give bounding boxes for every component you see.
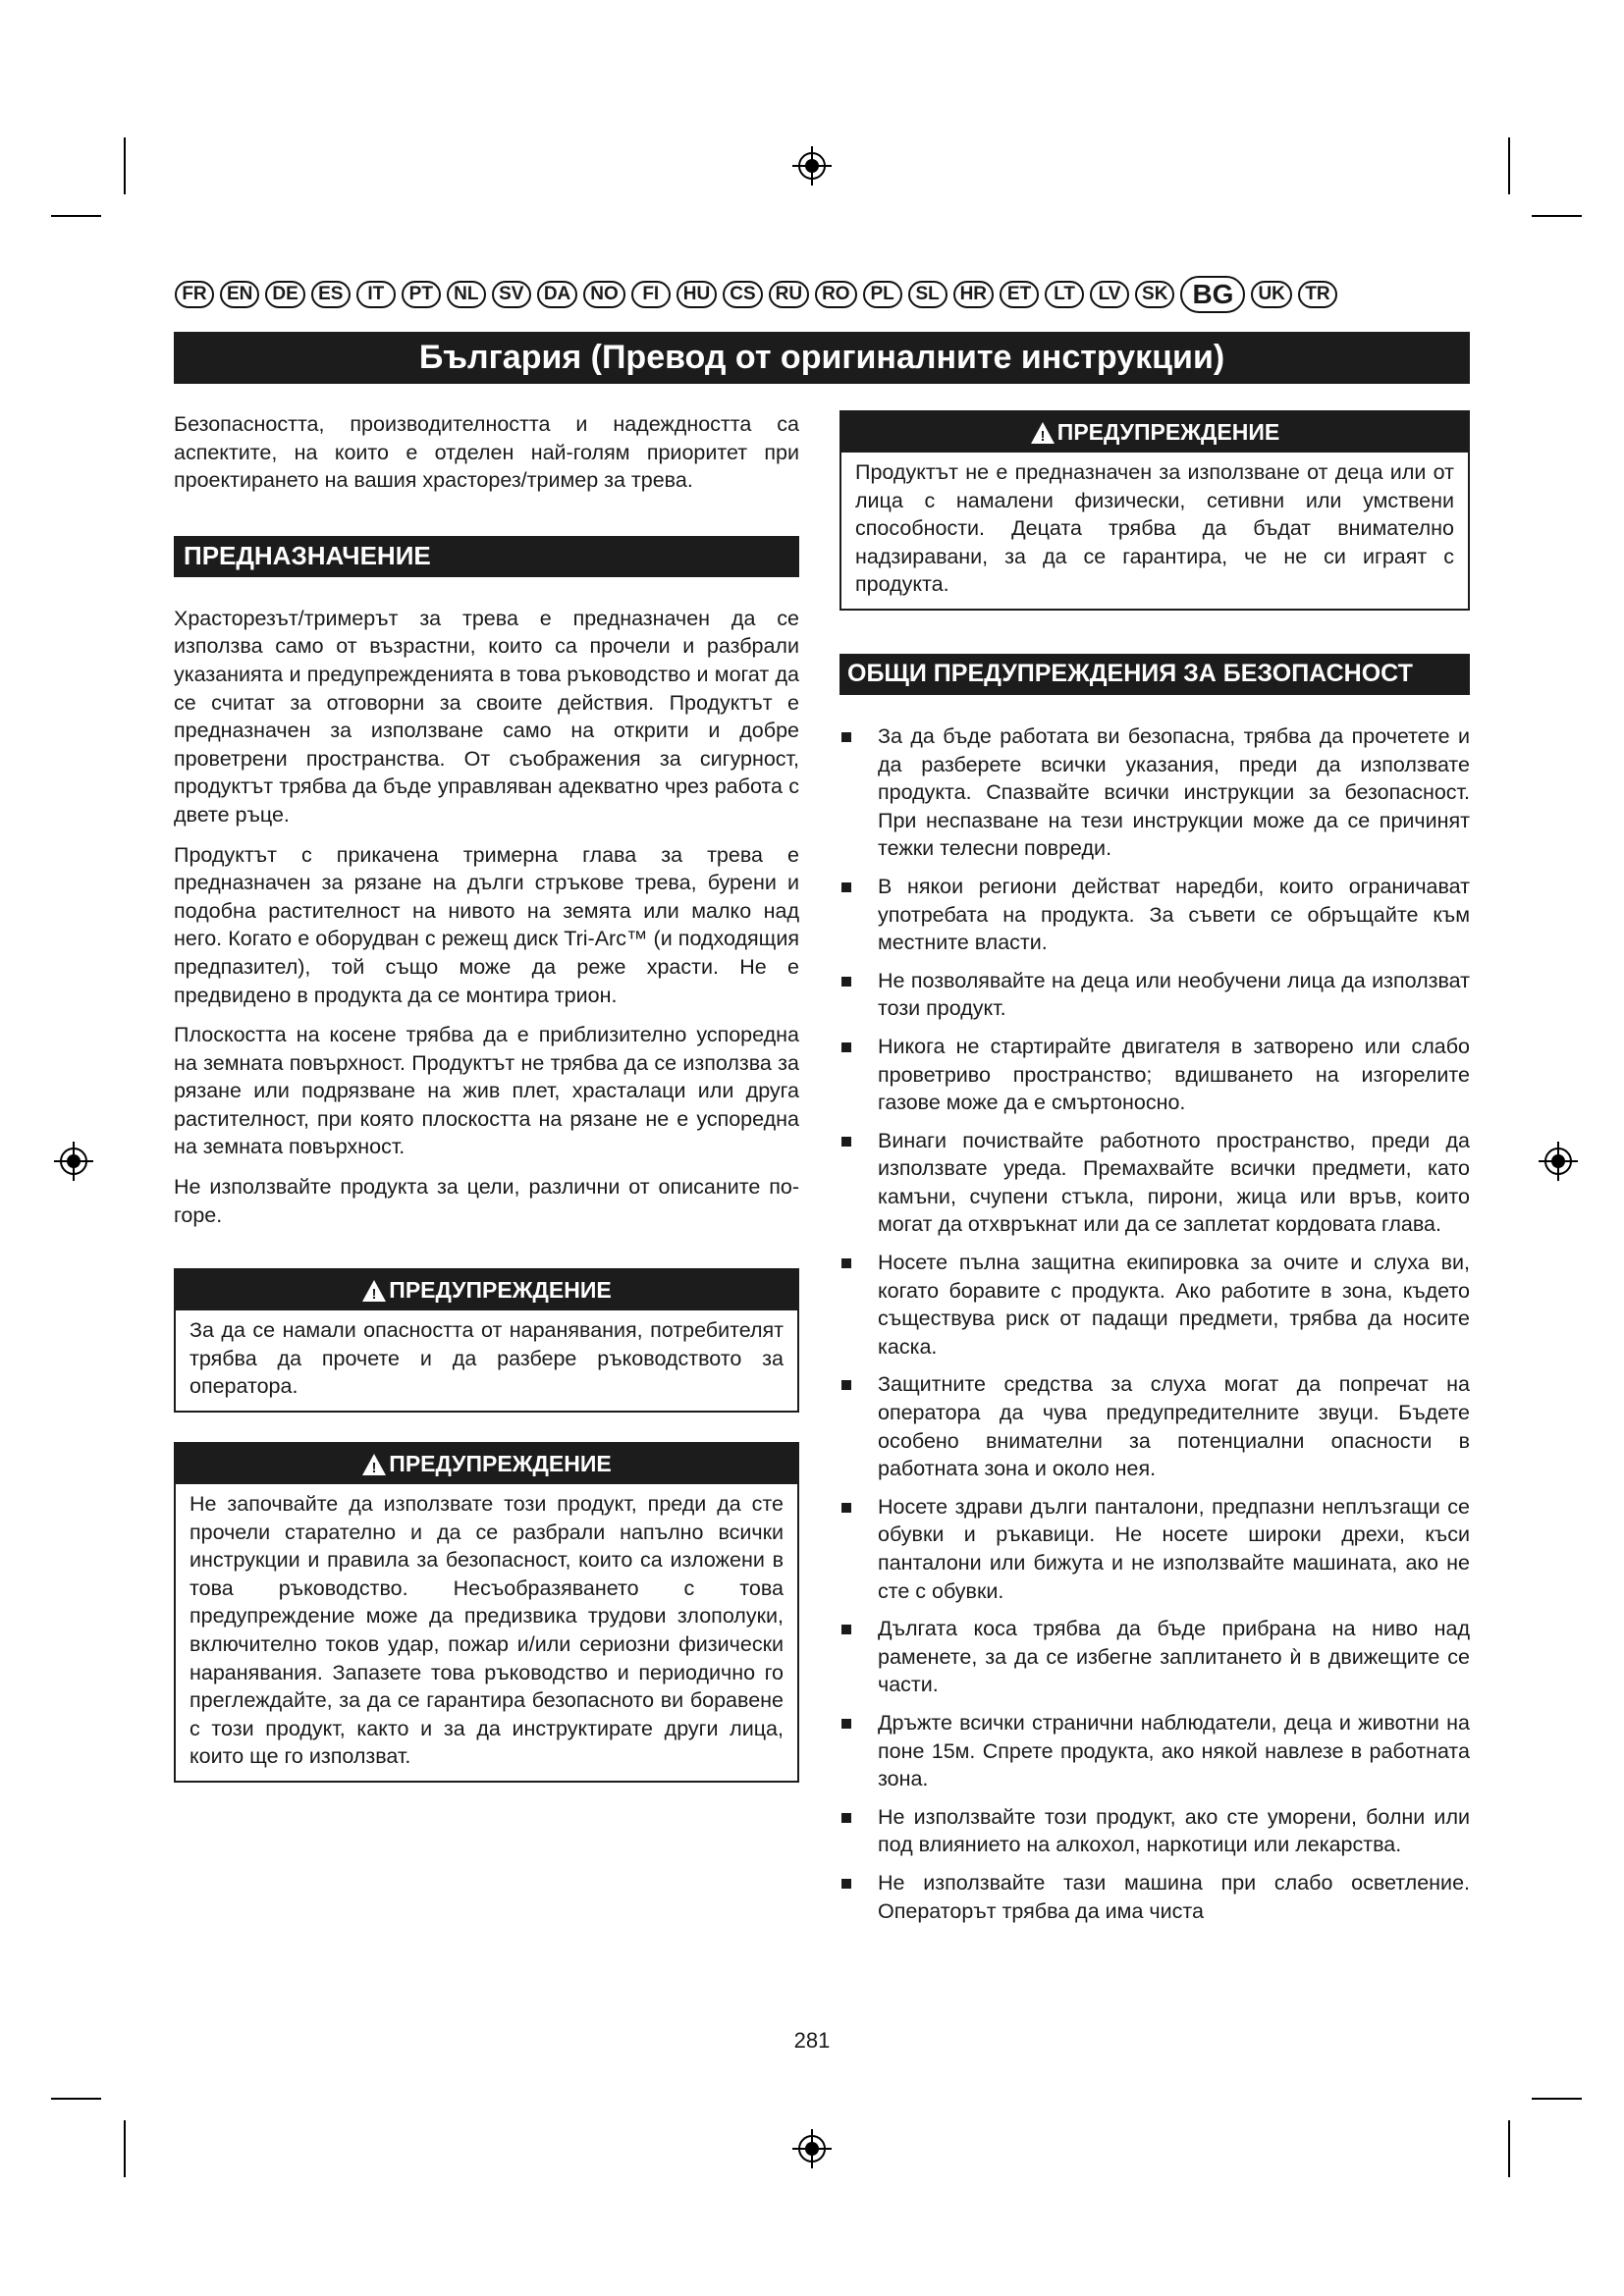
list-item — [839, 1249, 1470, 1361]
bullet-icon — [841, 1380, 851, 1390]
crop-mark — [51, 2098, 101, 2100]
language-tab: PT — [402, 281, 441, 308]
list-item — [839, 1493, 1470, 1605]
language-tab: RU — [769, 281, 809, 308]
list-item-text: Дългата коса трябва да бъде прибрана на ниво над раменете, за да се избегне заплитането ѝ в движещите се части. — [878, 1617, 1470, 1697]
list-item — [839, 1615, 1470, 1699]
language-tab: RO — [815, 281, 857, 308]
language-tab: LV — [1090, 281, 1129, 308]
warning-title: ПРЕДУПРЕЖДЕНИЕ — [389, 1451, 612, 1477]
registration-mark-icon — [54, 1142, 93, 1181]
list-item-text: Носете здрави дълги панталони, предпазни неплъзгащи се обувки и ръкавици. Не носете широки дрехи, къси панталони или бижута и не използвайте машината, ако не сте с обувки. — [878, 1494, 1470, 1603]
warning-text: Не започвайте да използвате този продукт, преди да сте прочели старателно и да се разбрали напълно всички инструкции и правила за безопасност, които са изложени в това ръководство. Несъобразяването с това предупреждение може да предизвика трудови злополуки, включително токов удар, пожар и/или сериозни физически наранявания. Запазете това ръководство и периодично го преглеждайте, за да се гарантира безопасното ви боравене с този продукт, както и за да инструктирате други лица, които ще го използват. — [189, 1492, 784, 1769]
list-item-text: Защитните средства за слуха могат да попречат на оператора да чува предупредителните звуци. Бъдете особено внимателни за потенциални опасности в работната зона и около нея. — [878, 1372, 1470, 1481]
language-tab: EN — [220, 281, 259, 308]
list-item — [839, 1370, 1470, 1482]
list-item — [839, 1127, 1470, 1239]
list-item-text: Не използвайте този продукт, ако сте уморени, болни или под влиянието на алкохол, наркотици или лекарства. — [878, 1804, 1470, 1857]
list-item — [839, 1033, 1470, 1117]
language-tab: ET — [1000, 281, 1039, 308]
warning-box — [839, 410, 1470, 611]
language-tab: DE — [265, 281, 304, 308]
crop-mark — [1508, 137, 1510, 194]
crop-mark — [124, 2120, 126, 2177]
language-tab: ES — [311, 281, 351, 308]
list-item-text: Никога не стартирайте двигателя в затворено или слабо проветриво пространство; вдишването на изгорелите газове може да е смъртоносно. — [878, 1034, 1470, 1115]
page-title: България (Превод от оригиналните инструкции) — [174, 332, 1470, 384]
list-item — [839, 967, 1470, 1023]
list-item — [839, 1803, 1470, 1859]
language-tab: CS — [723, 281, 762, 308]
warning-title: ПРЕДУПРЕЖДЕНИЕ — [389, 1277, 612, 1304]
language-tab: IT — [356, 281, 396, 308]
list-item-text: В някои региони действат наредби, които ограничават употребата на продукта. За съвети се обръщайте към местните власти. — [878, 874, 1470, 955]
language-tab: LT — [1045, 281, 1084, 308]
crop-mark — [51, 215, 101, 217]
purpose-paragraph: Храсторезът/тримерът за трева е предназначен да се използва само от възрастни, които са прочели и разбрали указанията и предупрежденията в това ръководство и могат да се считат за отговорни за своите действия. Продуктът е предназначен за използване само на открити и добре проветрени пространства. От съображения за сигурност, продуктът трябва да бъде управляван адекватно чрез работа с двете ръце. — [174, 606, 799, 827]
bullet-icon — [841, 882, 851, 892]
section-heading-safety: ОБЩИ ПРЕДУПРЕЖДЕНИЯ ЗА БЕЗОПАСНОСТ — [839, 654, 1470, 695]
crop-mark — [1532, 215, 1582, 217]
list-item-text: Не използвайте тази машина при слабо осветление. Операторът трябва да има чиста — [878, 1870, 1470, 1923]
language-tab: SV — [492, 281, 531, 308]
language-tab: DA — [537, 281, 577, 308]
language-tab-active: BG — [1180, 276, 1245, 313]
list-item-text: Носете пълна защитна екипировка за очите и слуха ви, когато боравите с продукта. Ако работите в зона, където съществува риск от падащи предмети, трябва да носите каска. — [878, 1251, 1470, 1359]
language-tab: UK — [1251, 281, 1291, 308]
warning-text: Продуктът не е предназначен за използване от деца или от лица с намалени физически, сетивни или умствени способности. Децата трябва да бъдат внимателно надзиравани, за да се гарантира, че не си играят с продукта. — [855, 460, 1454, 597]
warning-triangle-icon — [361, 1453, 387, 1476]
list-item — [839, 1869, 1470, 1925]
warning-title: ПРЕДУПРЕЖДЕНИЕ — [1056, 419, 1280, 445]
language-tab: HR — [953, 281, 994, 308]
warning-header — [176, 1270, 797, 1310]
language-tab: SL — [908, 281, 947, 308]
bullet-icon — [841, 1503, 851, 1513]
warning-box — [174, 1268, 799, 1413]
list-item — [839, 1709, 1470, 1793]
language-tab: HU — [677, 281, 717, 308]
purpose-paragraph: Не използвайте продукта за цели, различни от описаните по-горе. — [174, 1175, 799, 1227]
warning-text: За да се намали опасността от наранявания, потребителят трябва да прочете и да разбере ръководството за оператора. — [189, 1318, 784, 1399]
bullet-icon — [841, 1258, 851, 1268]
list-item — [839, 873, 1470, 957]
language-tab: FR — [175, 281, 214, 308]
language-tab: SK — [1135, 281, 1174, 308]
safety-list — [839, 722, 1470, 1925]
language-tab: TR — [1298, 281, 1337, 308]
right-column — [839, 410, 1470, 1935]
purpose-paragraph: Продуктът с прикачена тримерна глава за трева е предназначен за рязане на дълги стръкове трева, бурени и подобна растителност на нивото на земята или малко над него. Когато е оборудван с режещ диск Tri-Arc™ (и подходящия предпазител), той също може да реже храсти. Не е предвидено в продукта да се монтира трион. — [174, 842, 799, 1007]
warning-triangle-icon — [361, 1279, 387, 1303]
warning-header — [841, 412, 1468, 453]
bullet-icon — [841, 1625, 851, 1634]
crop-mark — [124, 137, 126, 194]
svg-text:!: ! — [1040, 427, 1046, 445]
svg-text:!: ! — [371, 1459, 377, 1476]
list-item-text: Не позволявайте на деца или необучени лица да използват този продукт. — [878, 968, 1470, 1021]
bullet-icon — [841, 1719, 851, 1729]
list-item — [839, 722, 1470, 863]
bullet-icon — [841, 1813, 851, 1823]
warning-box — [174, 1442, 799, 1783]
left-column — [174, 410, 799, 1812]
intro-paragraph: Безопасността, производителността и надеждността са аспектите, на които е отделен най-голям приоритет при проектирането на вашия храсторез/тример за трева. — [174, 412, 799, 493]
bullet-icon — [841, 1042, 851, 1052]
purpose-paragraph: Плоскостта на косене трябва да е приблизително успоредна на земната повърхност. Продуктът не трябва да се използва за рязане или подрязване на жив плет, храсталаци или друга растителност, при която плоскостта на рязане не е успоредна на земната повърхност. — [174, 1023, 799, 1159]
crop-mark — [1508, 2120, 1510, 2177]
bullet-icon — [841, 732, 851, 742]
language-bar — [175, 277, 1469, 312]
warning-header — [176, 1444, 797, 1484]
crop-mark — [1532, 2098, 1582, 2100]
list-item-text: Винаги почиствайте работното пространство, преди да използвате уреда. Премахвайте всички предмети, като камъни, счупени стъкла, пирони, жица или връв, които могат да отхвръкнат или да се заплетат кордовата глава. — [878, 1128, 1470, 1237]
bullet-icon — [841, 1879, 851, 1889]
registration-mark-icon — [1539, 1142, 1578, 1181]
list-item-text: Дръжте всички странични наблюдатели, деца и животни на поне 15м. Спрете продукта, ако някой навлезе в работната зона. — [878, 1710, 1470, 1791]
language-tab: PL — [863, 281, 902, 308]
language-tab: NL — [447, 281, 486, 308]
section-heading-purpose: ПРЕДНАЗНАЧЕНИЕ — [174, 536, 799, 577]
registration-mark-icon — [792, 146, 832, 186]
page-number: 281 — [793, 2028, 831, 2053]
warning-triangle-icon — [1030, 421, 1056, 445]
bullet-icon — [841, 977, 851, 987]
language-tab: FI — [631, 281, 671, 308]
list-item-text: За да бъде работата ви безопасна, трябва да прочетете и да разберете всички указания, преди да използвате продукта. Спазвайте всички инструкции за безопасност. При неспазване на тези инструкции може да се причинят тежки телесни повреди. — [878, 723, 1470, 861]
language-tab: NO — [583, 281, 625, 308]
registration-mark-icon — [792, 2129, 832, 2168]
bullet-icon — [841, 1137, 851, 1147]
svg-text:!: ! — [371, 1285, 377, 1303]
